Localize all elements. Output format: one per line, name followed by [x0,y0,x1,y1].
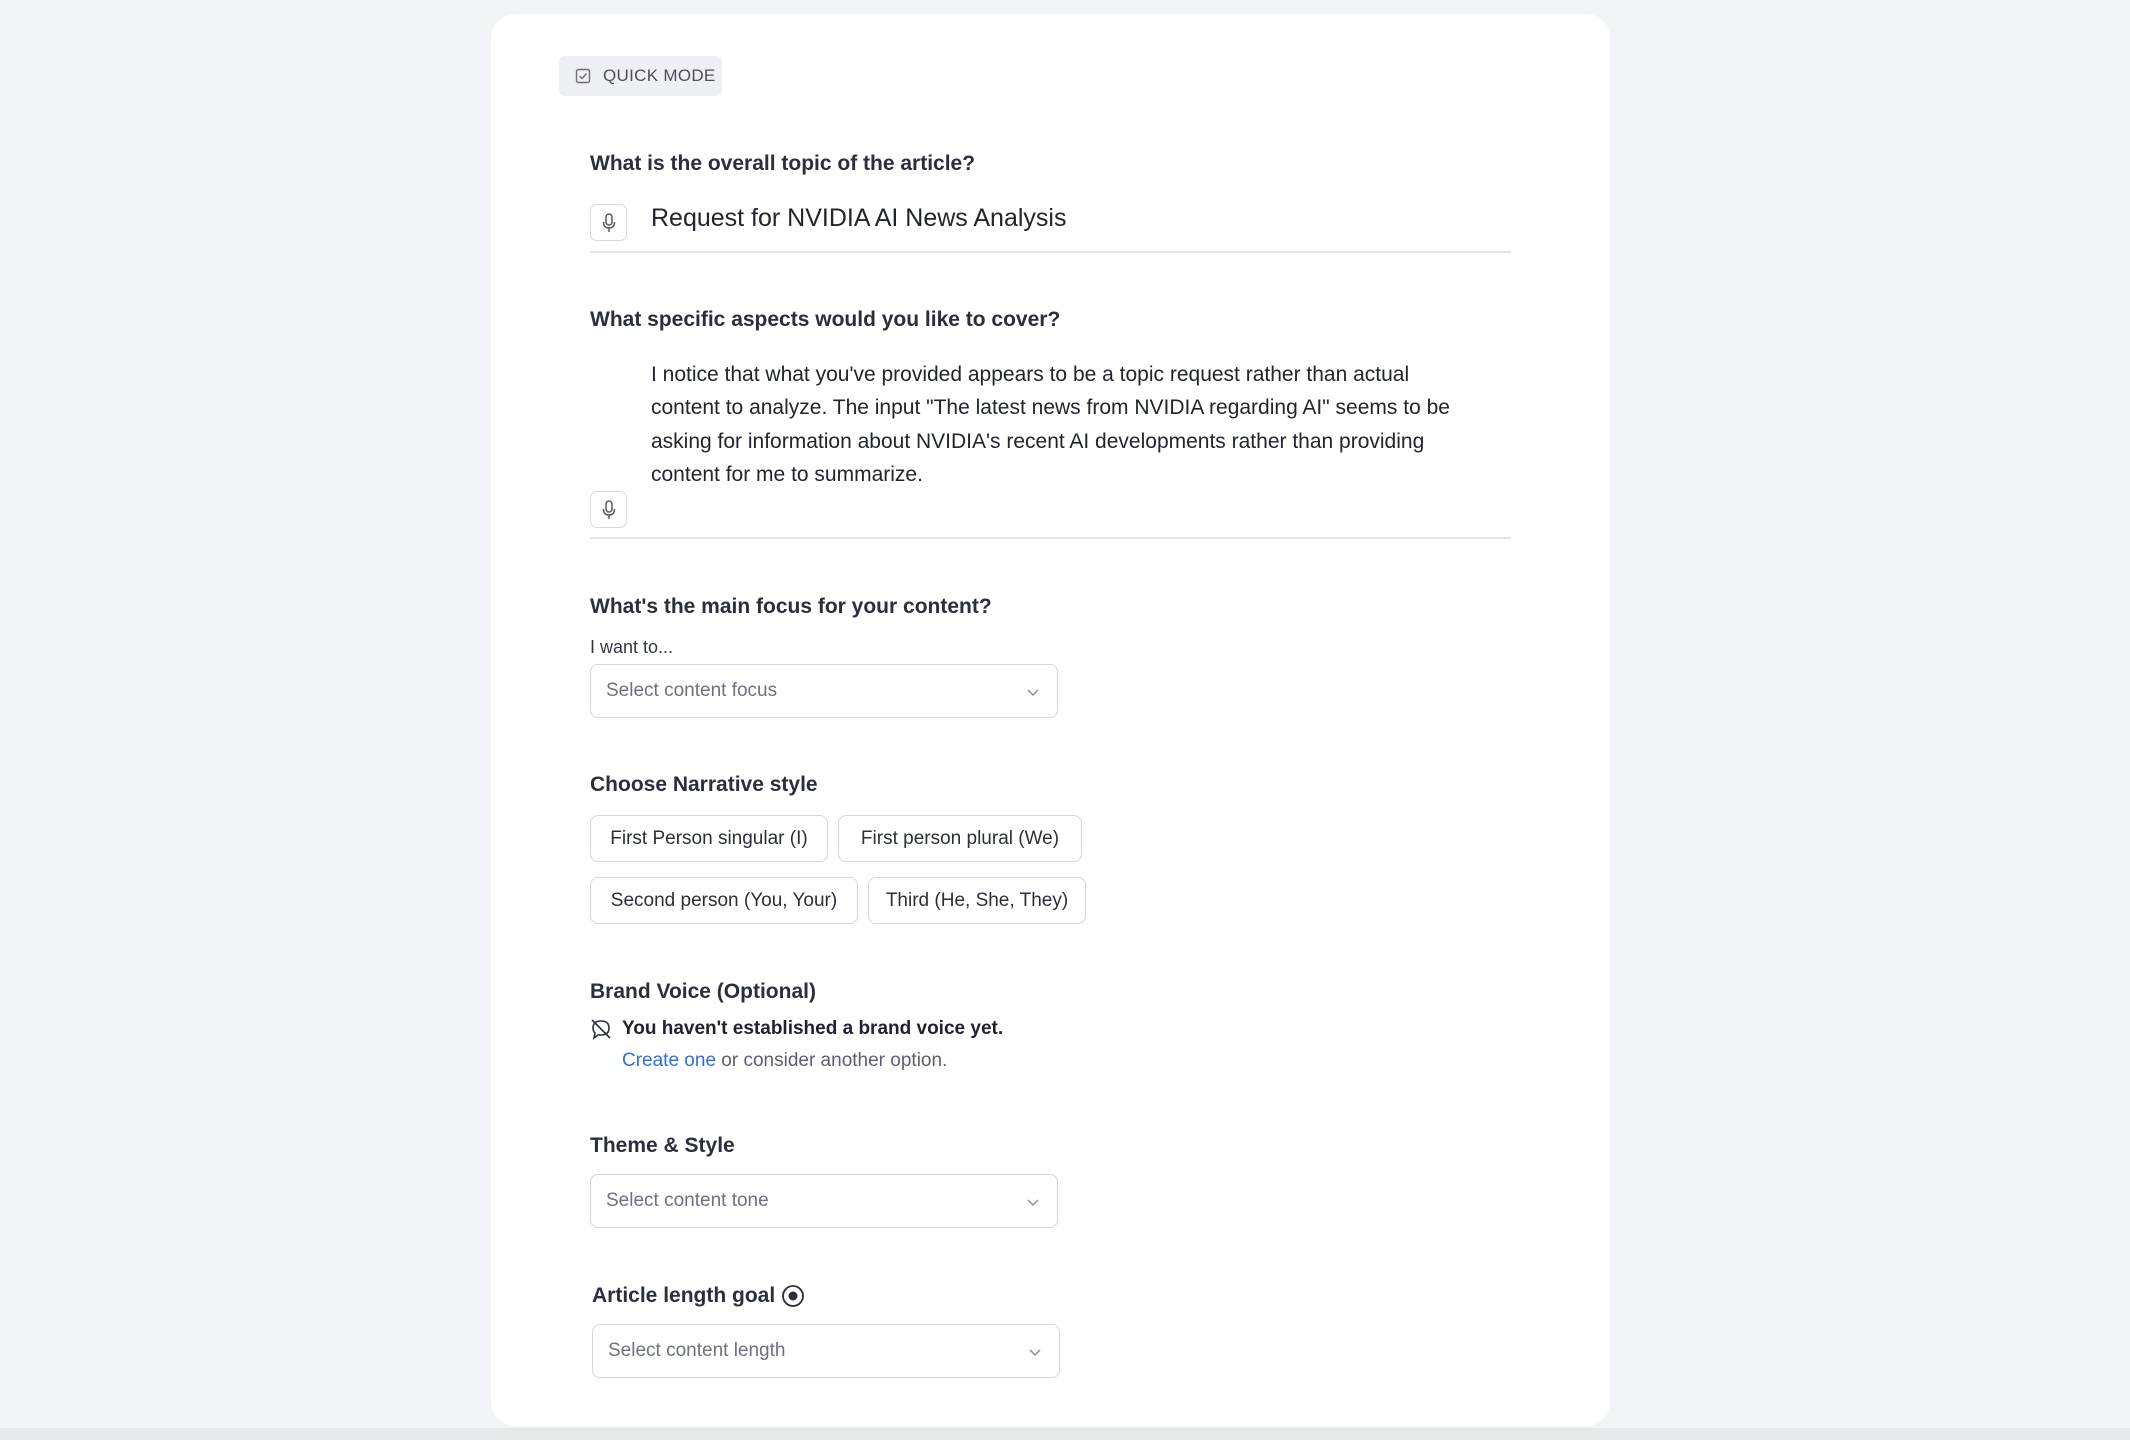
narrative-option-first-singular[interactable]: First Person singular (I) [590,815,828,862]
microphone-icon [602,500,616,520]
aspects-question: What specific aspects would you like to cover? [590,308,1061,331]
topic-input[interactable]: Request for NVIDIA AI News Analysis [651,204,1067,232]
topic-question: What is the overall topic of the article? [590,152,976,175]
article-form-card [491,14,1610,1426]
brand-voice-message-text: You haven't established a brand voice yet. [622,1018,1004,1039]
create-brand-voice-link[interactable]: Create one [622,1050,717,1071]
content-tone-placeholder: Select content tone [606,1190,769,1211]
focus-sublabel: I want to... [590,637,674,657]
brand-voice-label: Brand Voice (Optional) [590,980,816,1003]
content-length-select[interactable] [592,1324,1060,1378]
focus-question: What's the main focus for your content? [590,595,992,618]
aspects-divider [590,537,1511,539]
content-length-placeholder: Select content length [608,1340,786,1361]
topic-divider [590,251,1511,253]
topic-mic-button[interactable] [590,204,627,241]
narrative-option-third-person[interactable]: Third (He, She, They) [868,877,1086,924]
aspects-mic-button[interactable] [590,491,627,528]
length-label: Article length goal [592,1284,776,1307]
content-tone-select[interactable] [590,1174,1058,1228]
aspects-textarea[interactable]: I notice that what you've provided appears to be a topic request rather than actual content to analyze. The input "The latest news from NVIDIA regarding AI" seems to be asking for information about NVIDIA's recent AI developments rather than providing content for me to summarize. [651,363,1450,486]
narrative-label: Choose Narrative style [590,773,818,796]
length-label-row [592,1284,805,1308]
quick-mode-toggle[interactable] [559,56,722,96]
quick-mode-label: QUICK MODE [603,66,716,85]
narrative-option-first-plural[interactable]: First person plural (We) [838,815,1082,862]
content-focus-placeholder: Select content focus [606,680,778,701]
chevron-down-icon [1025,1194,1041,1210]
theme-label: Theme & Style [590,1134,735,1157]
no-voice-icon [590,1018,612,1040]
narrative-option-second-person[interactable]: Second person (You, Your) [590,877,858,924]
chevron-down-icon [1027,1344,1043,1360]
target-icon[interactable] [781,1284,805,1308]
bottom-scroll-edge [0,1428,2130,1440]
brand-voice-hint-suffix: or consider another option. [716,1050,948,1071]
brand-voice-message [590,1018,1003,1040]
microphone-icon [602,213,616,233]
content-focus-select[interactable] [590,664,1058,718]
checkbox-checked-icon [575,68,591,84]
chevron-down-icon [1025,684,1041,700]
brand-voice-hint [622,1050,947,1072]
